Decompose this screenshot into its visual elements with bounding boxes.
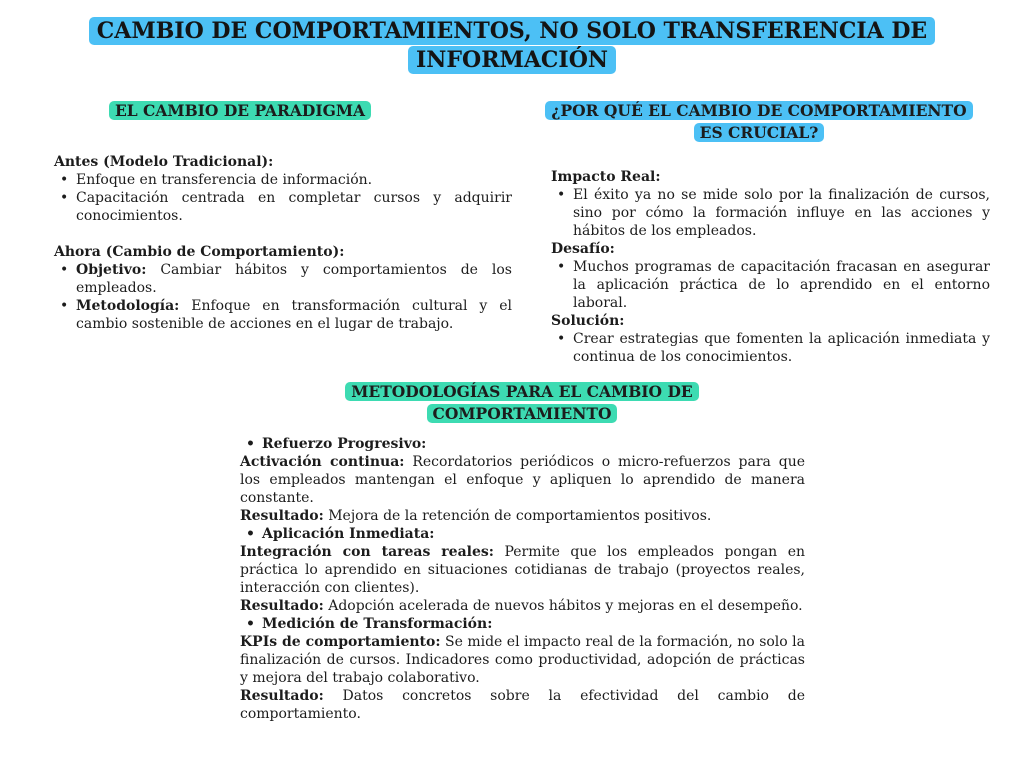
desc-label: KPIs de comportamiento: [240,634,441,650]
impact-list [551,186,990,240]
challenge-label: Desafío: [551,241,615,257]
list-item: • El éxito ya no se mide solo por la finalización de cursos, sino por cómo la formación influye en las acciones y hábitos de los empleados. [573,186,990,240]
methodology-3 [240,615,805,633]
after-label: Ahora (Cambio de Comportamiento): [54,244,345,260]
methodology-title: • Medición de Transformación: [262,615,805,633]
section-heading-why [536,100,982,144]
before-label: Antes (Modelo Tradicional): [54,154,274,170]
result-label: Resultado: [240,508,324,524]
impact-label: Impacto Real: [551,169,661,185]
section-heading-paradigm-text: EL CAMBIO DE PARADIGMA [109,101,371,120]
methodology-title: • Refuerzo Progresivo: [262,435,805,453]
item-label: Objetivo: [76,262,147,278]
desc-text: Permite que los empleados pongan en práctica lo aprendido en situaciones cotidianas de trabajo (proyectos reales, interacción con clientes). [240,544,806,596]
result-text: Datos concretos sobre la efectividad del cambio de comportamiento. [240,688,805,722]
methodology-description [240,543,805,597]
solution-label: Solución: [551,313,625,329]
list-item: • Crear estrategias que fomenten la aplicación inmediata y continua de los conocimientos. [573,330,990,366]
result-text: Mejora de la retención de comportamientos positivos. [323,508,712,524]
section-heading-why-text: ¿POR QUÉ EL CAMBIO DE COMPORTAMIENTO ES CRUCIAL? [545,101,972,142]
page-title [0,17,1024,75]
result-label: Resultado: [240,598,324,614]
page-title-text: CAMBIO DE COMPORTAMIENTOS, NO SOLO TRANSFERENCIA DE INFORMACIÓN [89,17,935,74]
methodology-result [240,597,805,615]
methodology-result [240,507,805,525]
list-item [76,261,512,297]
methodology-description [240,633,805,687]
section-heading-methodologies [337,381,707,425]
result-label: Resultado: [240,688,324,704]
methodologies-section [240,435,805,723]
methodology-description [240,453,805,507]
methodology-result [240,687,805,723]
challenge-list [551,258,990,312]
desc-text: Se mide el impacto real de la formación, no solo la finalización de cursos. Indicadores como productividad, adopción de prácticas y mejora del trabajo colaborativo. [240,634,805,686]
desc-label: Integración con tareas reales: [240,544,494,560]
item-text: Cambiar hábitos y comportamientos de los empleados. [76,262,512,296]
list-item: • Muchos programas de capacitación fracasan en asegurar la aplicación práctica de lo aprendido en el entorno laboral. [573,258,990,312]
section-heading-methodologies-text: METODOLOGÍAS PARA EL CAMBIO DE COMPORTAMIENTO [345,382,698,423]
result-text: Adopción acelerada de nuevos hábitos y mejoras en el desempeño. [323,598,803,614]
after-list [54,261,512,333]
desc-label: Activación continua: [240,454,405,470]
list-item: • Capacitación centrada en completar cursos y adquirir conocimientos. [76,189,512,225]
solution-list [551,330,990,366]
item-label: Metodología: [76,298,180,314]
before-list [54,171,512,225]
why-section [551,168,990,366]
list-item: • Enfoque en transferencia de información. [76,171,512,189]
methodology-1 [240,435,805,453]
methodology-2 [240,525,805,543]
list-item [76,297,512,333]
item-text: Enfoque en transformación cultural y el cambio sostenible de acciones en el lugar de trabajo. [76,298,512,332]
paradigm-section [54,153,512,333]
section-heading-paradigm [54,100,426,122]
methodology-title: • Aplicación Inmediata: [262,525,805,543]
desc-text: Recordatorios periódicos o micro-refuerzos para que los empleados mantengan el enfoque y apliquen lo aprendido de manera constante. [240,454,805,506]
